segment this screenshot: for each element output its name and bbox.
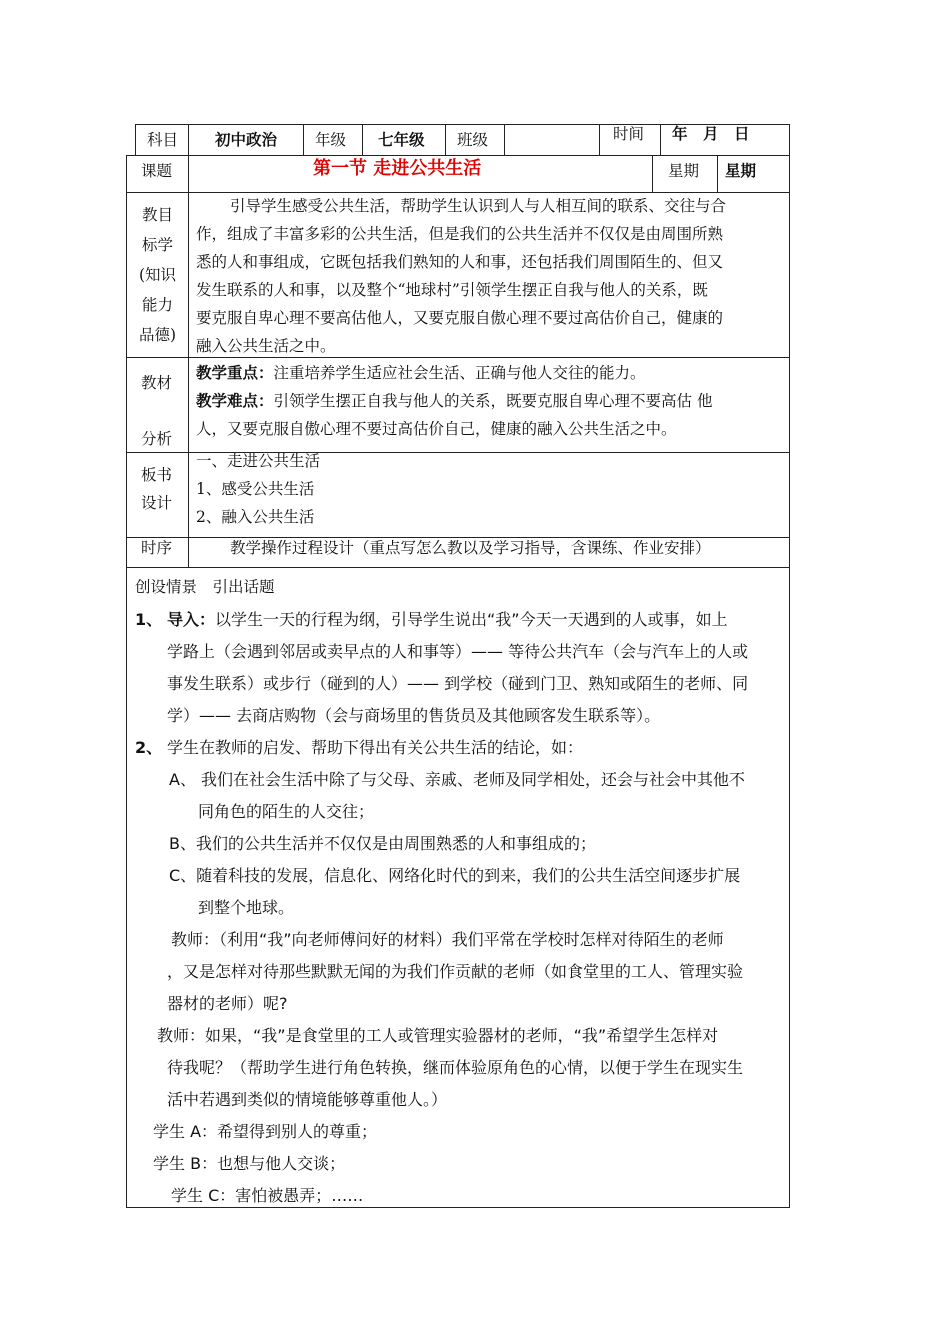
item1-line2: 学路上（会遇到邻居或卖早点的人和事等）—— 等待公共汽车（会与汽车上的人或 xyxy=(167,642,749,661)
sequence-text: 教学操作过程设计（重点写怎么教以及学习指导，含课练、作业安排） xyxy=(230,539,711,557)
goals-text: 引导学生感受公共生活，帮助学生认识到人与人相互间的联系、交往与合 作，组成了丰富多彩的公共生活，但是我们的公共生活并不仅仅是由周围所熟 悉的人和事组成，它既包括我们熟知的人和事，还包括我们周围陌生的、但又 发生联系的人和事，以及整个“地球村”引领学生摆正自我与他人的关系，既 要克服自卑心理不要高估他人，又要克服自傲心理不要过高估价自己，健康的 融入公共生活之中。 xyxy=(196,197,727,355)
class-label: 班级 xyxy=(457,131,489,149)
teacher2-line2: 待我呢？（帮助学生进行角色转换，继而体验原角色的心情，以便于学生在现实生 xyxy=(167,1058,744,1077)
topic-label: 课题 xyxy=(141,162,173,180)
time-label: 时间 xyxy=(613,125,645,143)
student-a: 学生 A：希望得到别人的尊重； xyxy=(153,1122,378,1141)
board-label-top: 板书 xyxy=(141,466,173,484)
difficulty-point-cont: 人，又要克服自傲心理不要过高估价自己，健康的融入公共生活之中。 xyxy=(196,420,677,438)
board-line-1: 一、走进公共生活 xyxy=(196,452,321,470)
teacher1-line3: 器材的老师）呢? xyxy=(167,994,288,1013)
subject-label: 科目 xyxy=(147,131,179,149)
class-value-cell xyxy=(504,124,600,156)
student-c: 学生 C：害怕被愚弄；…… xyxy=(171,1186,364,1205)
goals-label: 教目 标学 (知识 能力 品德) xyxy=(138,206,177,344)
teacher1-line1: 教师：（利用“我”向老师傅问好的材料）我们平常在学校时怎样对待陌生的老师 xyxy=(171,930,724,949)
board-line-2: 1、感受公共生活 xyxy=(196,480,315,498)
board-label-bottom: 设计 xyxy=(141,494,173,512)
item1-line3: 事发生联系）或步行（碰到的人）—— 到学校（碰到门卫、熟知或陌生的老师、同 xyxy=(167,674,749,693)
teacher1-line2: ，又是怎样对待那些默默无闻的为我们作贡献的老师（如食堂里的工人、管理实验 xyxy=(167,962,744,981)
board-line-3: 2、融入公共生活 xyxy=(196,508,315,526)
item-a-line1: A、 我们在社会生活中除了与父母、亲戚、老师及同学相处，还会与社会中其他不 xyxy=(169,770,746,789)
date-value: 年 月 日 xyxy=(672,124,750,143)
key-point: 教学重点：注重培养学生适应社会生活、正确与他人交往的能力。 xyxy=(196,363,646,382)
weekday-value: 星期 xyxy=(725,161,757,180)
item-c-line2: 到整个地球。 xyxy=(198,898,295,917)
grade-label: 年级 xyxy=(315,131,347,149)
analysis-label-bottom: 分析 xyxy=(141,430,173,448)
item1-line4: 学）—— 去商店购物（会与商场里的售货员及其他顾客发生联系等）。 xyxy=(167,706,661,725)
item-c-line1: C、随着科技的发展，信息化、网络化时代的到来，我们的公共生活空间逐步扩展 xyxy=(169,866,741,885)
subject-value: 初中政治 xyxy=(215,130,278,149)
grade-value: 七年级 xyxy=(378,130,425,149)
weekday-label: 星期 xyxy=(668,162,700,180)
student-b: 学生 B：也想与他人交谈； xyxy=(153,1154,346,1173)
teacher2-line3: 活中若遇到类似的情境能够尊重他人。） xyxy=(167,1090,448,1109)
teacher2-line1: 教师：如果，“我”是食堂里的工人或管理实验器材的老师，“我”希望学生怎样对 xyxy=(157,1026,719,1045)
page-title: 第一节 走进公共生活 xyxy=(313,158,482,179)
item-a-line2: 同角色的陌生的人交往； xyxy=(198,802,375,821)
item2-number: 2、 xyxy=(135,738,163,757)
sequence-label: 时序 xyxy=(141,539,173,557)
analysis-label-top: 教材 xyxy=(141,374,173,392)
item1-line1: 导入：以学生一天的行程为纲，引导学生说出“我”今天一天遇到的人或事，如上 xyxy=(167,610,728,629)
difficulty-point: 教学难点：引领学生摆正自我与他人的关系，既要克服自卑心理不要高估 他 xyxy=(196,391,713,410)
item2-line1: 学生在教师的启发、帮助下得出有关公共生活的结论，如： xyxy=(167,738,584,757)
item1-number: 1、 xyxy=(135,610,163,629)
intro-heading: 创设情景 引出话题 xyxy=(135,578,275,596)
item-b: B、我们的公共生活并不仅仅是由周围熟悉的人和事组成的； xyxy=(169,834,596,853)
